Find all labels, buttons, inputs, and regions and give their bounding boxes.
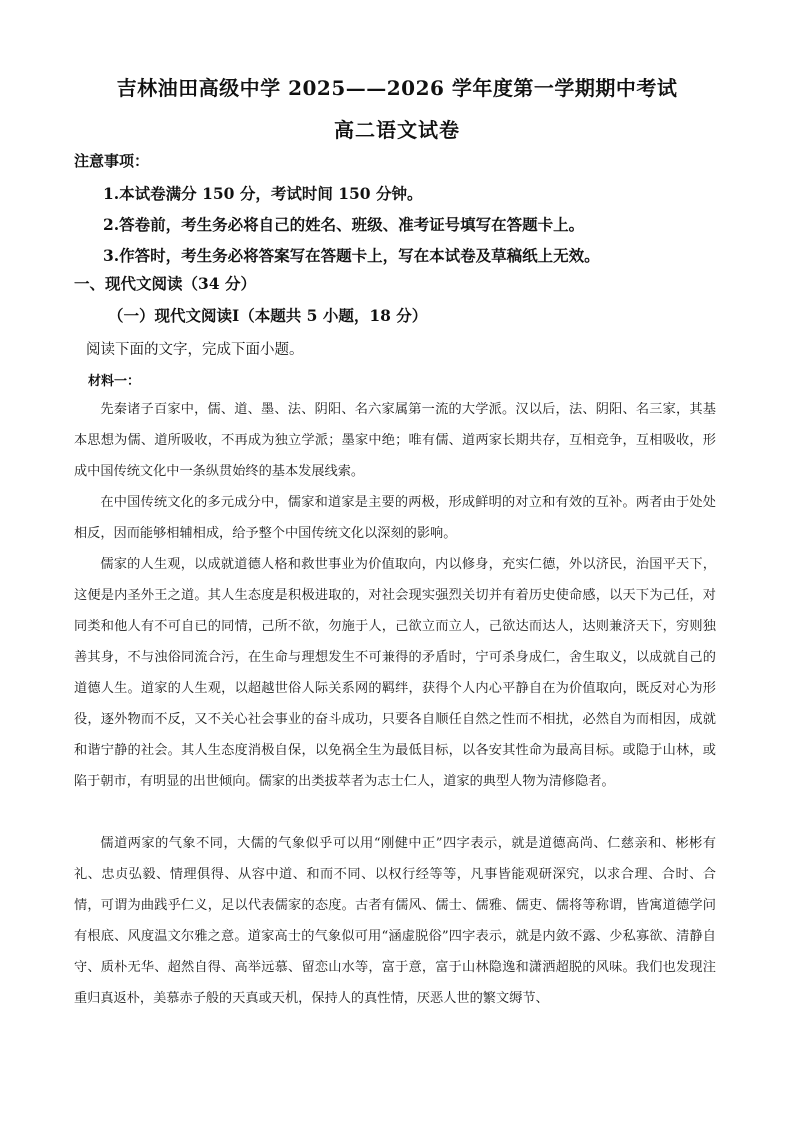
notice-item-3: 3.作答时，考生务必将答案写在答题卡上，写在本试卷及草稿纸上无效。 xyxy=(103,246,600,265)
exam-title: 吉林油田高级中学 2025——2026 学年度第一学期期中考试 xyxy=(116,76,678,100)
exam-subtitle: 高二语文试卷 xyxy=(334,118,460,142)
paragraph-1: 先秦诸子百家中，儒、道、墨、法、阴阳、名六家属第一流的大学派。汉以后，法、阴阳、名三家，其基本思想为儒、道所吸收，不再成为独立学派；墨家中绝；唯有儒、道两家长期共存，互相竞争，互相吸收，形成中国传统文化中一条纵贯始终的基本发展线索。 xyxy=(74,402,716,479)
notice-item-1: 1.本试卷满分 150 分，考试时间 150 分钟。 xyxy=(103,184,423,203)
paragraph-4: 儒道两家的气象不同，大儒的气象似乎可以用“刚健中正”四字表示，就是道德高尚、仁慈亲和、彬彬有礼、忠贞弘毅、情理俱得、从容中道、和而不同、以权行经等等，凡事皆能观研深究，以求合理、合时、合情，可谓为曲践乎仁义，足以代表儒家的态度。古者有儒风、儒士、儒雅、儒吏、儒将等称谓，皆寓道德学问有根底、风度温文尔雅之意。道家高士的气象似可用“涵虚脱俗”四字表示，就是内敛不露、少私寡欲、清静自守、质朴无华、超然自得、高举远慕、留恋山水等，富于意，富于山林隐逸和潇洒超脱的风味。我们也发现注重归真返朴，美慕赤子般的天真或天机，保持人的真性情，厌恶人世的繁文缛节、 xyxy=(74,836,716,1006)
material-label: 材料一： xyxy=(88,374,141,389)
section-heading: 一、现代文阅读（34 分） xyxy=(74,274,256,293)
notice-heading: 注意事项： xyxy=(74,152,150,170)
reading-instruction: 阅读下面的文字，完成下面小题。 xyxy=(86,342,304,358)
paragraph-2: 在中国传统文化的多元成分中，儒家和道家是主要的两极，形成鲜明的对立和有效的互补。两者由于处处相反，因而能够相辅相成，给予整个中国传统文化以深刻的影响。 xyxy=(74,495,716,541)
paragraph-3: 儒家的人生观，以成就道德人格和救世事业为价值取向，内以修身，充实仁德，外以济民，治国平天下，这便是内圣外王之道。其人生态度是积极进取的，对社会现实强烈关切并有着历史使命感，以天下为己任，对同类和他人有不可自已的同情，己所不欲，勿施于人，己欲立而立人，己欲达而达人，达则兼济天下，穷则独善其身，不与浊俗同流合污，在生命与理想发生不可兼得的矛盾时，宁可杀身成仁，舍生取义，以成就自己的道德人生。道家的人生观，以超越世俗人际关系网的羁绊，获得个人内心平静自在为价值取向，既反对心为形役，逐外物而不反，又不关心社会事业的奋斗成功，只要各自顺任自然之性而不相扰，必然自为而相因，成就和谐宁静的社会。其人生态度消极自保，以免祸全生为最低目标，以各安其性命为最高目标。或隐于山林，或陷于朝市，有明显的出世倾向。儒家的出类拔萃者为志士仁人，道家的典型人物为清修隐者。 xyxy=(74,557,716,789)
notice-item-2: 2.答卷前，考生务必将自己的姓名、班级、准考证号填写在答题卡上。 xyxy=(103,215,585,234)
subsection-heading: （一）现代文阅读Ⅰ（本题共 5 小题，18 分） xyxy=(108,306,428,325)
